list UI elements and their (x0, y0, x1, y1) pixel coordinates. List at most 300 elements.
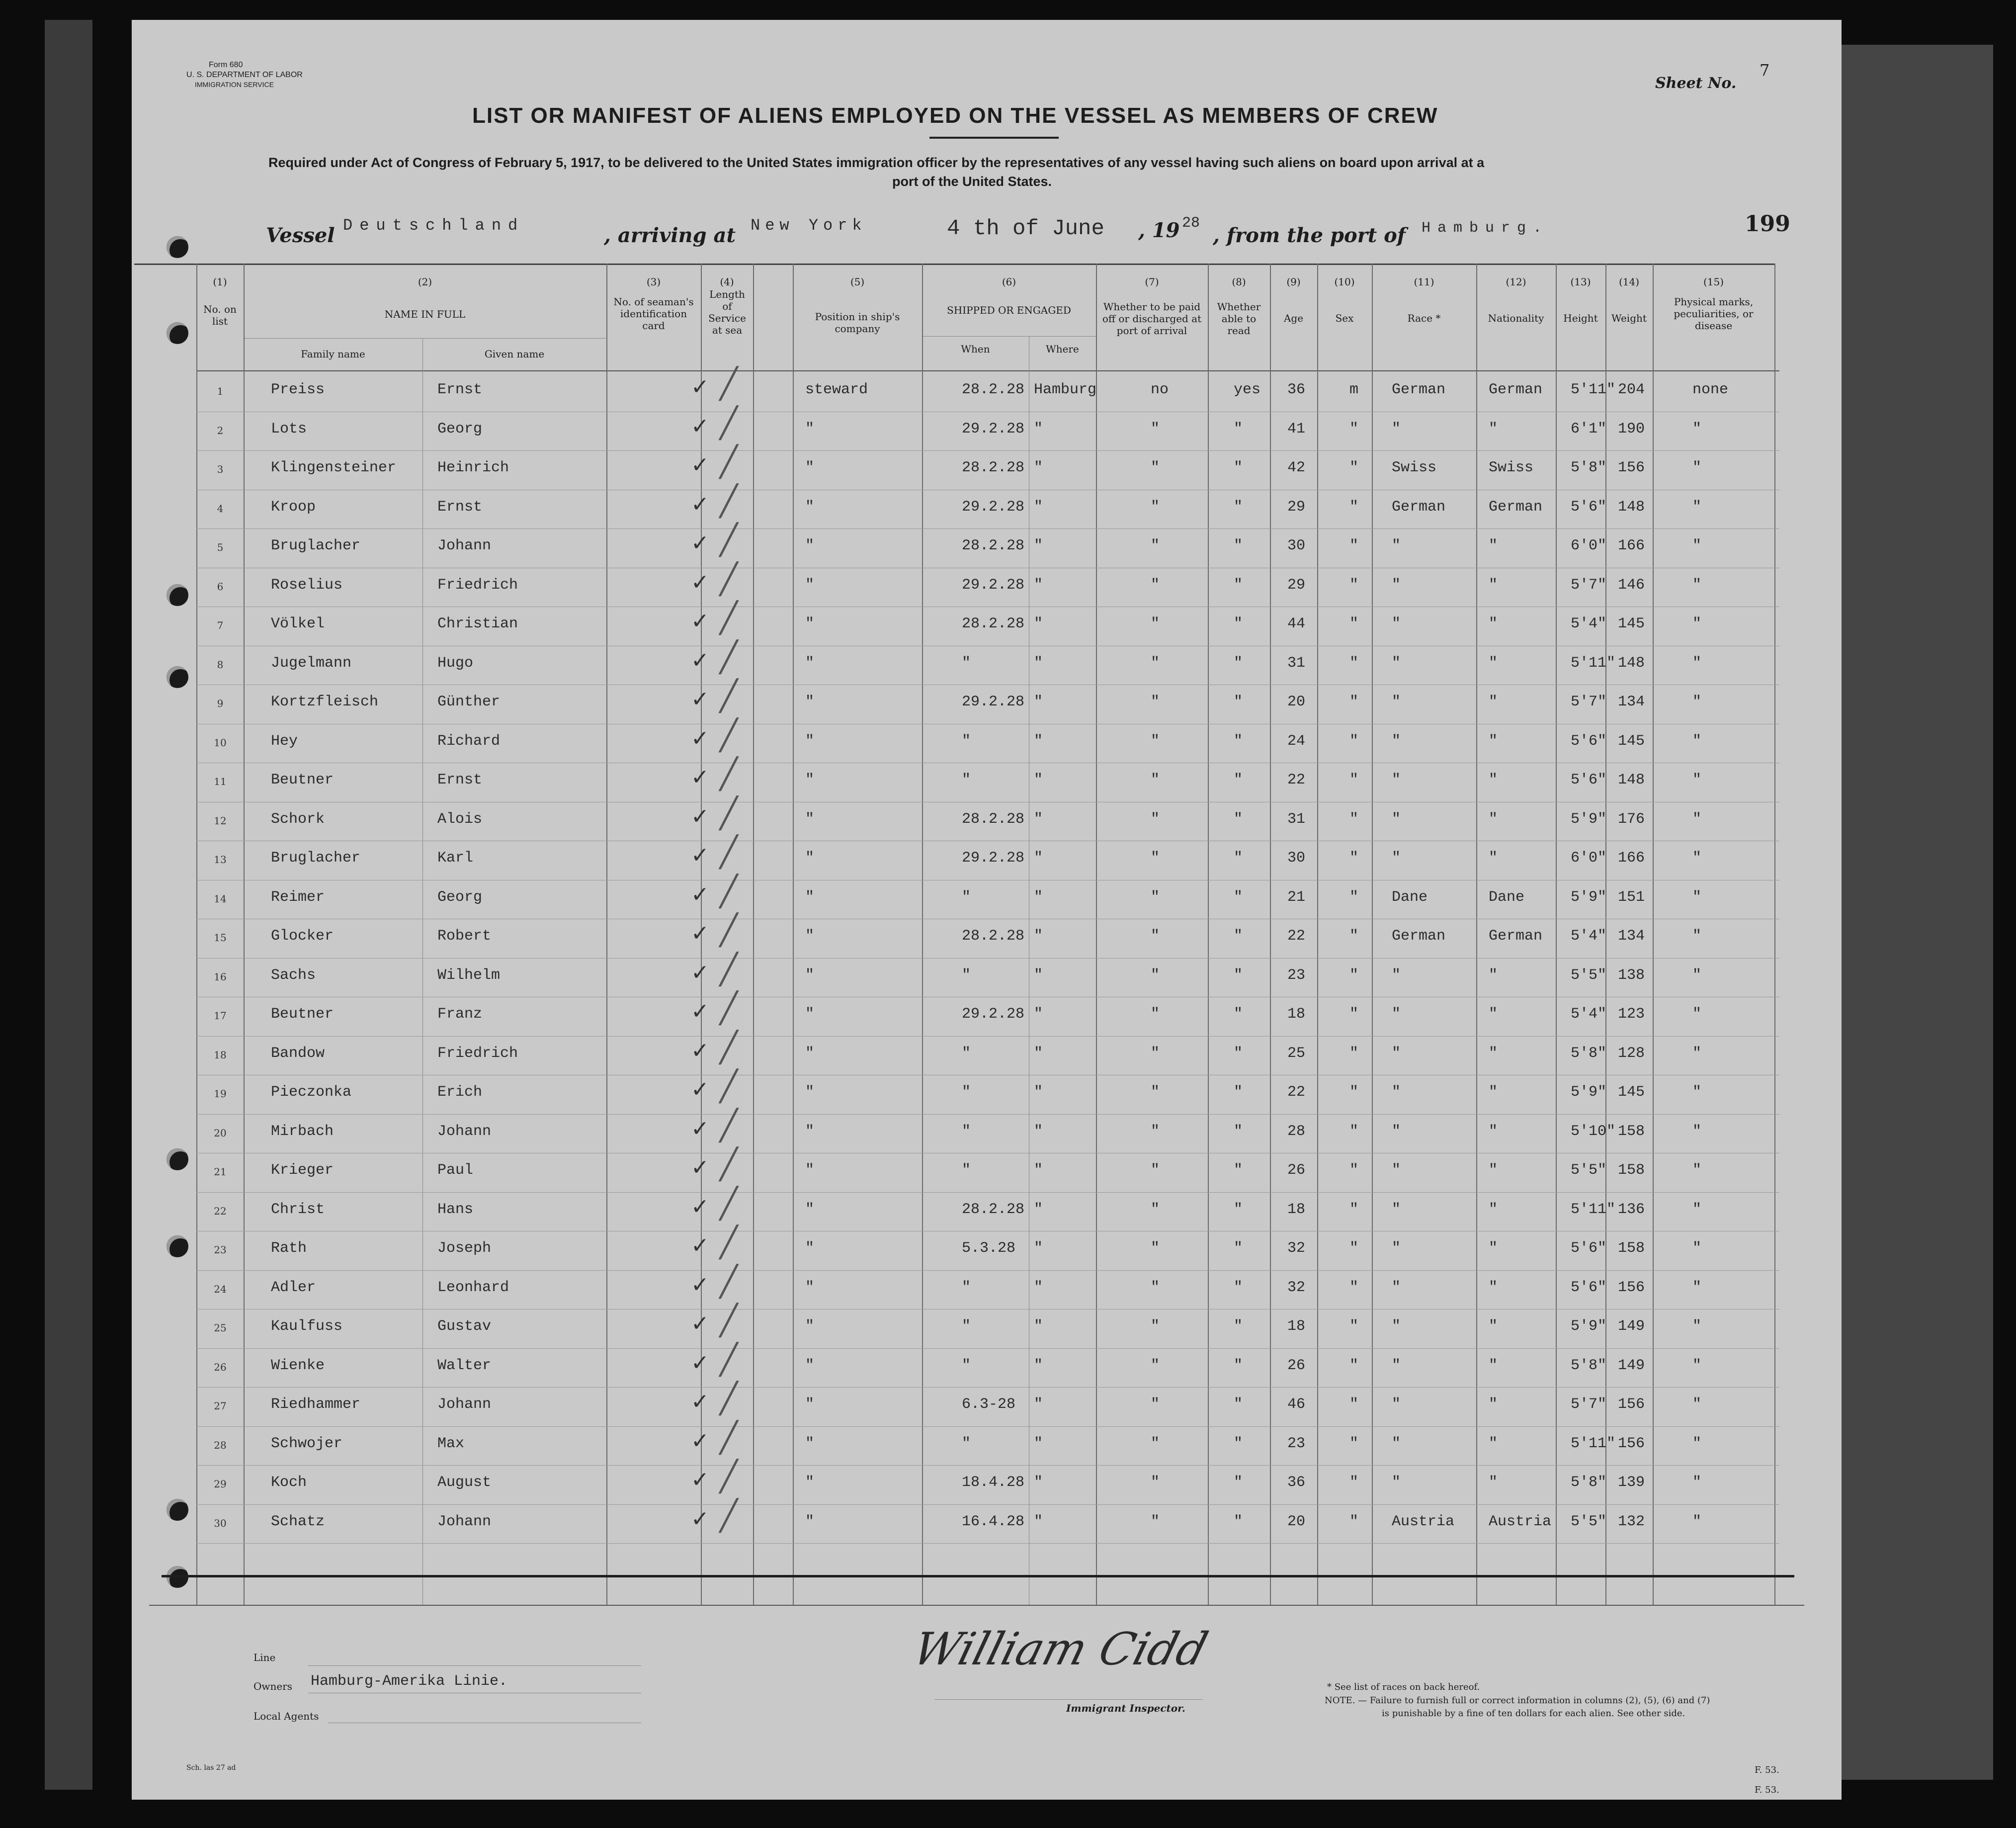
cell-family: Preiss (271, 381, 325, 398)
row-number: 19 (214, 1088, 227, 1100)
cell-family: Riedhammer (271, 1396, 361, 1413)
col12-header: Nationality (1488, 312, 1544, 324)
cell-age: 32 (1287, 1240, 1306, 1257)
cell-read: " (1234, 615, 1243, 632)
cell-pos: " (805, 537, 815, 554)
cell-height: 5'9" (1571, 888, 1607, 906)
service-checkmark-icon: ✓ (691, 1233, 709, 1258)
row-number: 23 (214, 1244, 227, 1256)
cell-given: Erich (437, 1084, 483, 1101)
row-number: 27 (214, 1400, 227, 1412)
service-tick-stroke-icon: ╱ (720, 405, 738, 440)
cell-pos: " (805, 1279, 815, 1296)
col3-number: (3) (646, 276, 661, 288)
cell-race: German (1392, 381, 1446, 398)
cell-age: 46 (1287, 1396, 1306, 1413)
arrival-date: 4 th of June (947, 216, 1104, 241)
cell-pos: " (805, 888, 815, 906)
row-rule (196, 1192, 1779, 1193)
row-rule (196, 1270, 1779, 1271)
col-rule (606, 263, 607, 1606)
cell-marks: " (1692, 928, 1702, 945)
cell-age: 30 (1287, 850, 1306, 867)
cell-age: 36 (1287, 381, 1306, 398)
service-tick-stroke-icon: ╱ (720, 1030, 738, 1065)
service-checkmark-icon: ✓ (691, 999, 709, 1024)
cell-nat: " (1489, 966, 1498, 984)
cell-nat: " (1489, 615, 1498, 632)
cell-where: " (1034, 615, 1043, 632)
cell-read: " (1234, 1084, 1243, 1101)
arriving-port: New York (751, 216, 867, 235)
cell-race: " (1392, 732, 1401, 750)
cell-height: 5'5" (1571, 1162, 1607, 1179)
cell-weight: 145 (1618, 1084, 1645, 1101)
col2-family-header: Family name (301, 348, 365, 360)
service-tick-stroke-icon: ╱ (720, 444, 738, 479)
page-title: LIST OR MANIFEST OF ALIENS EMPLOYED ON THE VESSEL AS MEMBERS OF CREW (472, 103, 1438, 128)
col-rule (1653, 263, 1654, 1606)
cell-paid: " (1151, 850, 1160, 867)
service-checkmark-icon: ✓ (691, 1155, 709, 1180)
cell-marks: " (1692, 850, 1702, 867)
col8-header: Whether able to read (1217, 301, 1261, 337)
cell-read: " (1234, 1123, 1243, 1140)
cell-weight: 158 (1618, 1240, 1645, 1257)
cell-given: Johann (437, 1396, 492, 1413)
cell-weight: 158 (1618, 1123, 1645, 1140)
cell-weight: 156 (1618, 1435, 1645, 1452)
cell-paid: " (1151, 1513, 1160, 1530)
col-rule (922, 263, 923, 1606)
cell-marks: " (1692, 537, 1702, 554)
cell-sex: " (1349, 810, 1359, 828)
cell-pos: " (805, 966, 815, 984)
cell-read: " (1234, 1435, 1243, 1452)
cell-race: " (1392, 694, 1401, 710)
row-number: 16 (214, 970, 227, 983)
col13-number: (13) (1570, 276, 1591, 288)
cell-weight: 204 (1618, 381, 1645, 398)
cell-weight: 149 (1618, 1357, 1645, 1374)
cell-paid: " (1151, 537, 1160, 554)
cell-age: 21 (1287, 888, 1306, 906)
cell-when: 16.4.28 (962, 1513, 1025, 1530)
cell-where: " (1034, 1201, 1043, 1218)
cell-weight: 146 (1618, 576, 1645, 594)
cell-marks: " (1692, 420, 1702, 437)
col9-number: (9) (1286, 276, 1301, 288)
penalty-note-line2: is punishable by a fine of ten dollars for each alien. See other side. (1382, 1708, 1685, 1719)
cell-paid: " (1151, 1435, 1160, 1452)
col14-number: (14) (1618, 276, 1640, 288)
cell-nat: " (1489, 1045, 1498, 1062)
cell-height: 5'4" (1571, 928, 1607, 945)
cell-where: " (1034, 1045, 1043, 1062)
cell-when: 28.2.28 (962, 928, 1025, 945)
cell-given: Johann (437, 1123, 492, 1140)
cell-when: 6.3-28 (962, 1396, 1016, 1413)
cell-read: " (1234, 1318, 1243, 1335)
cell-where: " (1034, 420, 1043, 437)
shipped-subheader-rule (922, 336, 1096, 337)
cell-height: 5'8" (1571, 1357, 1607, 1374)
cell-where: " (1034, 732, 1043, 750)
col-rule (1270, 263, 1271, 1606)
cell-when: " (962, 1084, 971, 1101)
cell-where: " (1034, 654, 1043, 672)
cell-age: 32 (1287, 1279, 1306, 1296)
cell-race: " (1392, 1474, 1401, 1491)
cell-age: 36 (1287, 1474, 1306, 1491)
cell-where: " (1034, 1474, 1043, 1491)
cell-age: 18 (1287, 1201, 1306, 1218)
cell-sex: " (1349, 928, 1359, 945)
cell-height: 5'10" (1571, 1123, 1616, 1140)
col2-given-header: Given name (484, 348, 545, 360)
cell-given: Christian (437, 615, 518, 632)
cell-given: Karl (437, 850, 474, 867)
service-tick-stroke-icon: ╱ (720, 366, 738, 401)
cell-weight: 156 (1618, 1396, 1645, 1413)
cell-age: 20 (1287, 1513, 1306, 1530)
cell-height: 5'7" (1571, 694, 1607, 710)
cell-pos: " (805, 1318, 815, 1335)
cell-pos: " (805, 732, 815, 750)
cell-paid: " (1151, 1123, 1160, 1140)
service-checkmark-icon: ✓ (691, 1428, 709, 1454)
cell-nat: " (1489, 1123, 1498, 1140)
service-tick-stroke-icon: ╱ (720, 1225, 738, 1260)
from-label: , from the port of (1213, 224, 1406, 247)
cell-race: " (1392, 576, 1401, 594)
cell-height: 5'7" (1571, 1396, 1607, 1413)
punch-hole (167, 322, 188, 344)
col5-number: (5) (850, 276, 865, 288)
cell-nat: " (1489, 1357, 1498, 1374)
cell-weight: 136 (1618, 1201, 1645, 1218)
service-tick-stroke-icon: ╱ (720, 561, 738, 597)
cell-when: " (962, 1318, 971, 1335)
punch-hole (167, 1148, 188, 1170)
service-checkmark-icon: ✓ (691, 1038, 709, 1063)
cell-when: 28.2.28 (962, 459, 1025, 476)
cell-when: " (962, 888, 971, 906)
cell-pos: " (805, 1162, 815, 1179)
cell-race: " (1392, 1045, 1401, 1062)
cell-race: " (1392, 1240, 1401, 1257)
col-rule (196, 263, 197, 1606)
cell-paid: " (1151, 888, 1160, 906)
cell-sex: " (1349, 1084, 1359, 1101)
cell-read: " (1234, 1006, 1243, 1023)
cell-given: Paul (437, 1162, 474, 1179)
cell-height: 5'11" (1571, 1201, 1616, 1218)
service-tick-stroke-icon: ╱ (720, 1147, 738, 1182)
cell-family: Adler (271, 1279, 316, 1296)
cell-age: 23 (1287, 966, 1306, 984)
row-rule (196, 1114, 1779, 1115)
row-number: 28 (214, 1439, 227, 1451)
cell-read: " (1234, 498, 1243, 516)
cell-given: Max (437, 1435, 465, 1452)
cell-given: Robert (437, 928, 492, 945)
cell-height: 5'6" (1571, 772, 1607, 788)
cell-pos: " (805, 615, 815, 632)
cell-height: 5'4" (1571, 615, 1607, 632)
cell-pos: " (805, 850, 815, 867)
cell-age: 31 (1287, 654, 1306, 672)
cell-read: " (1234, 1513, 1243, 1530)
cell-sex: m (1349, 381, 1359, 398)
cell-pos: " (805, 1435, 815, 1452)
cell-given: Walter (437, 1357, 492, 1374)
cell-height: 5'4" (1571, 1006, 1607, 1023)
col6-header: SHIPPED OR ENGAGED (947, 304, 1071, 316)
cell-nat: " (1489, 1279, 1498, 1296)
cell-family: Schatz (271, 1513, 325, 1530)
cell-sex: " (1349, 1006, 1359, 1023)
cell-pos: " (805, 1045, 815, 1062)
cell-pos: " (805, 1084, 815, 1101)
cell-family: Bruglacher (271, 537, 361, 554)
cell-marks: " (1692, 1201, 1702, 1218)
cell-family: Reimer (271, 888, 325, 906)
cell-pos: " (805, 810, 815, 828)
cell-where: " (1034, 1279, 1043, 1296)
cell-family: Wienke (271, 1357, 325, 1374)
right-binding-strip (1834, 45, 1993, 1780)
cell-read: " (1234, 654, 1243, 672)
service-label: IMMIGRATION SERVICE (195, 81, 274, 88)
service-tick-stroke-icon: ╱ (720, 1498, 738, 1533)
col7-number: (7) (1145, 276, 1159, 288)
cell-given: Georg (437, 420, 483, 437)
col6-when-header: When (961, 343, 990, 355)
service-checkmark-icon: ✓ (691, 647, 709, 673)
cell-sex: " (1349, 1396, 1359, 1413)
cell-sex: " (1349, 966, 1359, 984)
cell-where: " (1034, 459, 1043, 476)
subtitle-line1: Required under Act of Congress of February 5, 1917, to be delivered to the United States immigration officer by the representatives of any vessel having such aliens on board upon arrival at a (268, 155, 1485, 170)
cell-read: " (1234, 1474, 1243, 1491)
header-bottom-rule (196, 370, 1779, 371)
cell-read: yes (1234, 381, 1261, 398)
row-number: 25 (214, 1322, 227, 1334)
col1-header: No. on list (203, 303, 237, 327)
cell-age: 29 (1287, 576, 1306, 594)
col4-number: (4) (720, 276, 734, 288)
cell-when: " (962, 1123, 971, 1140)
cell-age: 30 (1287, 537, 1306, 554)
cell-when: 29.2.28 (962, 850, 1025, 867)
service-checkmark-icon: ✓ (691, 1350, 709, 1376)
cell-height: 6'0" (1571, 537, 1607, 554)
cell-nat: " (1489, 732, 1498, 750)
cell-read: " (1234, 694, 1243, 710)
cell-when: 28.2.28 (962, 537, 1025, 554)
cell-age: 24 (1287, 732, 1306, 750)
cell-when: 29.2.28 (962, 694, 1025, 710)
cell-age: 42 (1287, 459, 1306, 476)
cell-weight: 156 (1618, 459, 1645, 476)
service-checkmark-icon: ✓ (691, 1389, 709, 1414)
col-rule (1096, 263, 1097, 1606)
cell-race: " (1392, 966, 1401, 984)
cell-pos: " (805, 1357, 815, 1374)
cell-paid: " (1151, 615, 1160, 632)
cell-given: Richard (437, 732, 501, 750)
cell-family: Bruglacher (271, 850, 361, 867)
cell-paid: " (1151, 1084, 1160, 1101)
cell-height: 5'6" (1571, 732, 1607, 750)
row-number: 1 (217, 385, 224, 397)
cell-weight: 132 (1618, 1513, 1645, 1530)
cell-marks: " (1692, 1435, 1702, 1452)
cell-paid: " (1151, 420, 1160, 437)
col-rule (1556, 263, 1557, 1606)
cell-paid: " (1151, 1045, 1160, 1062)
col-rule (753, 263, 754, 1606)
cell-when: 28.2.28 (962, 615, 1025, 632)
service-tick-stroke-icon: ╱ (720, 1459, 738, 1494)
cell-sex: " (1349, 1240, 1359, 1257)
cell-marks: " (1692, 1474, 1702, 1491)
cell-age: 18 (1287, 1006, 1306, 1023)
row-number: 20 (214, 1127, 227, 1139)
cell-weight: 145 (1618, 732, 1645, 750)
cell-read: " (1234, 576, 1243, 594)
col7-header: Whether to be paid off or discharged at port of arrival (1102, 301, 1202, 337)
cell-race: " (1392, 810, 1401, 828)
cell-height: 5'9" (1571, 810, 1607, 828)
cell-race: " (1392, 1162, 1401, 1179)
cell-nat: " (1489, 1396, 1498, 1413)
cell-when: " (962, 1162, 971, 1179)
cell-marks: " (1692, 576, 1702, 594)
service-tick-stroke-icon: ╱ (720, 639, 738, 675)
cell-family: Schwojer (271, 1435, 343, 1452)
cell-when: " (962, 1045, 971, 1062)
cell-pos: steward (805, 381, 868, 398)
cell-race: " (1392, 772, 1401, 788)
cell-where: " (1034, 1123, 1043, 1140)
cell-read: " (1234, 772, 1243, 788)
cell-pos: " (805, 694, 815, 710)
cell-weight: 139 (1618, 1474, 1645, 1491)
cell-height: 5'5" (1571, 966, 1607, 984)
cell-paid: " (1151, 772, 1160, 788)
row-number: 3 (217, 463, 224, 475)
service-tick-stroke-icon: ╱ (720, 1264, 738, 1299)
cell-nat: " (1489, 810, 1498, 828)
row-number: 14 (214, 892, 227, 905)
col8-number: (8) (1232, 276, 1246, 288)
penalty-note-line1: NOTE. — Failure to furnish full or correct information in columns (2), (5), (6) and (7) (1325, 1695, 1710, 1706)
cell-given: Gustav (437, 1318, 492, 1335)
row-number: 29 (214, 1478, 227, 1490)
cell-paid: " (1151, 654, 1160, 672)
cell-marks: " (1692, 772, 1702, 788)
service-checkmark-icon: ✓ (691, 1506, 709, 1532)
local-agents-label: Local Agents (253, 1710, 319, 1722)
cell-marks: " (1692, 1045, 1702, 1062)
cell-pos: " (805, 498, 815, 516)
service-checkmark-icon: ✓ (691, 530, 709, 556)
col6-where-header: Where (1046, 343, 1079, 355)
cell-sex: " (1349, 654, 1359, 672)
row-number: 4 (217, 502, 224, 515)
cell-height: 5'8" (1571, 1045, 1607, 1062)
cell-height: 6'1" (1571, 420, 1607, 437)
col2-number: (2) (418, 276, 432, 288)
cell-marks: " (1692, 1006, 1702, 1023)
year-suffix: 28 (1182, 215, 1200, 232)
cell-when: 5.3.28 (962, 1240, 1016, 1257)
stamp-number: 199 (1745, 211, 1790, 237)
col11-header: Race * (1407, 312, 1441, 324)
cell-nat: " (1489, 420, 1498, 437)
col-rule (1372, 263, 1373, 1606)
cell-sex: " (1349, 1357, 1359, 1374)
cell-read: " (1234, 888, 1243, 906)
punch-hole (167, 584, 188, 606)
cell-age: 18 (1287, 1318, 1306, 1335)
cell-pos: " (805, 928, 815, 945)
form-code: F. 53. (1755, 1765, 1779, 1775)
cell-nat: Austria (1489, 1513, 1552, 1530)
cell-where: Hamburg (1034, 381, 1097, 398)
col4-header: Length of Service at sea (708, 288, 746, 336)
cell-age: 26 (1287, 1162, 1306, 1179)
cell-where: " (1034, 1435, 1043, 1452)
cell-given: Georg (437, 888, 483, 906)
cell-nat: " (1489, 694, 1498, 710)
cell-age: 26 (1287, 1357, 1306, 1374)
cell-weight: 176 (1618, 810, 1645, 828)
col10-number: (10) (1334, 276, 1355, 288)
cell-paid: " (1151, 459, 1160, 476)
row-number: 24 (214, 1283, 227, 1295)
cell-race: " (1392, 850, 1401, 867)
cell-race: " (1392, 1201, 1401, 1218)
cell-paid: " (1151, 928, 1160, 945)
service-tick-stroke-icon: ╱ (720, 1303, 738, 1338)
service-checkmark-icon: ✓ (691, 725, 709, 751)
cell-marks: " (1692, 1513, 1702, 1530)
cell-where: " (1034, 1513, 1043, 1530)
cell-read: " (1234, 1396, 1243, 1413)
cell-sex: " (1349, 694, 1359, 710)
cell-marks: " (1692, 1357, 1702, 1374)
title-rule (929, 137, 1059, 139)
year-prefix: , 19 (1138, 219, 1180, 242)
cell-nat: " (1489, 1006, 1498, 1023)
cell-sex: " (1349, 1162, 1359, 1179)
cell-family: Klingensteiner (271, 459, 397, 476)
cell-family: Lots (271, 420, 307, 437)
cell-paid: " (1151, 966, 1160, 984)
cell-sex: " (1349, 420, 1359, 437)
service-checkmark-icon: ✓ (691, 1194, 709, 1219)
cell-nat: " (1489, 576, 1498, 594)
cell-sex: " (1349, 1318, 1359, 1335)
cell-read: " (1234, 1240, 1243, 1257)
col15-number: (15) (1703, 276, 1724, 288)
cell-height: 5'5" (1571, 1513, 1607, 1530)
cell-nat: " (1489, 772, 1498, 788)
col-rule (244, 263, 245, 1606)
